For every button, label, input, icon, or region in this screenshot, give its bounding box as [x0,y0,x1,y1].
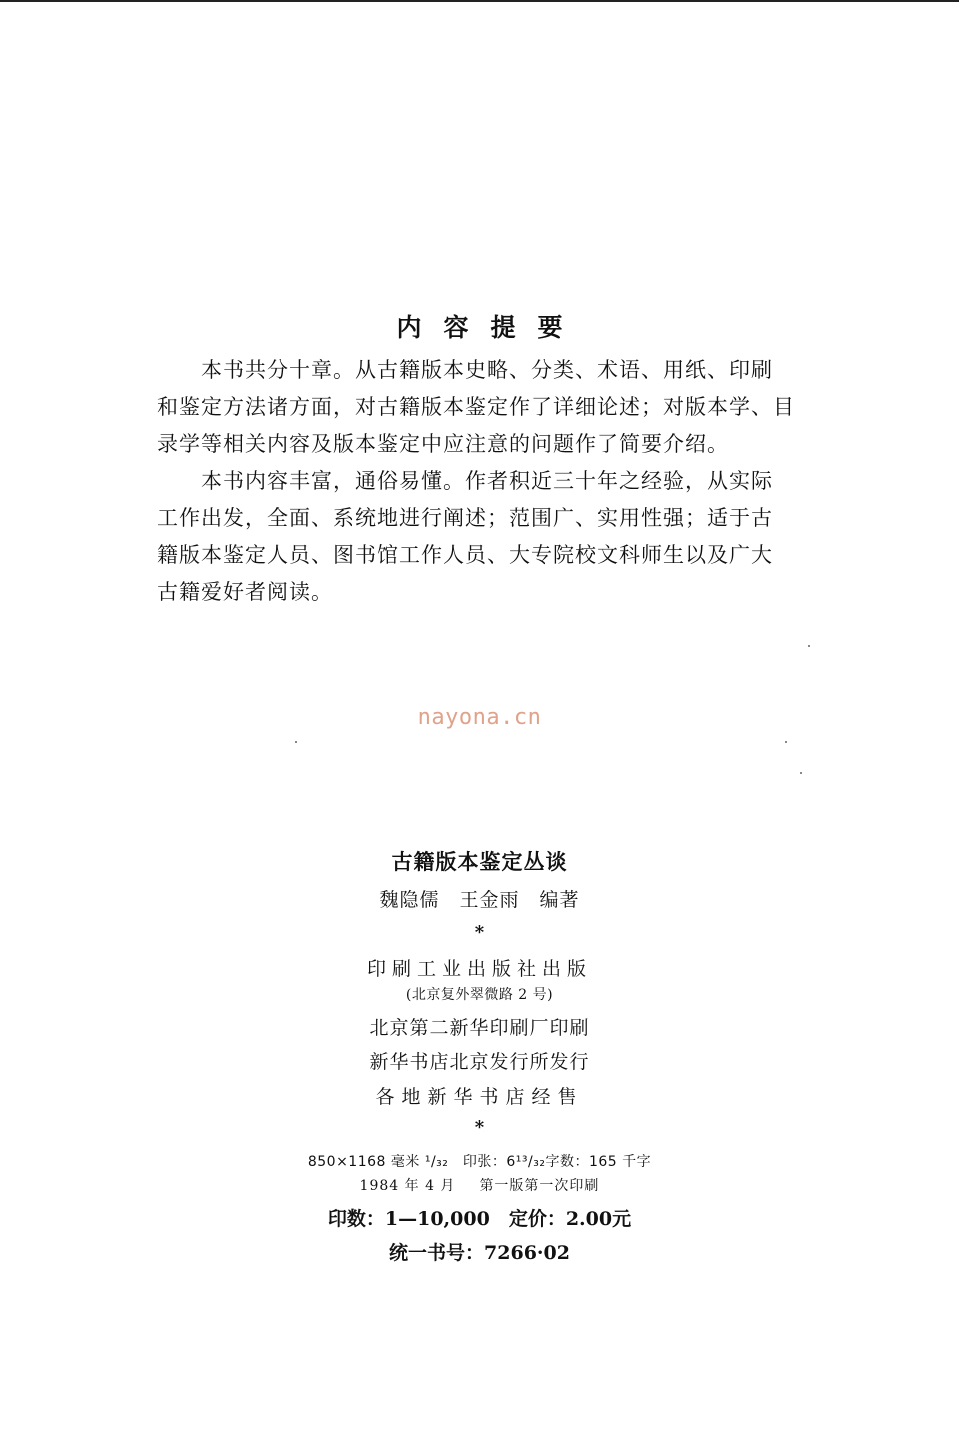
summary-heading: 内容提要 [396,313,585,342]
paragraph-line: 录学等相关内容及版本鉴定中应注意的问题作了简要介绍。 [157,432,729,456]
paragraph-line: 和鉴定方法诸方面，对古籍版本鉴定作了详细论述；对版本学、目 [157,395,795,419]
edition-info [0,1175,959,1195]
separator-asterisk: * [474,922,485,943]
scan-speck [295,741,297,743]
book-title: 古籍版本鉴定丛谈 [391,849,568,874]
summary-paragraph-2 [157,463,811,611]
scan-speck [785,741,787,743]
scan-speck [808,645,810,647]
page-top-edge [0,0,959,2]
distributor: 新华书店北京发行所发行 [369,1051,590,1073]
paragraph-line: 籍版本鉴定人员、图书馆工作人员、大专院校文科师生以及广大 [157,543,773,567]
scan-speck [800,772,802,774]
watermark: nayona.cn [417,705,542,730]
paragraph-line: 本书共分十章。从古籍版本史略、分类、术语、用纸、印刷 [157,358,773,382]
printer: 北京第二新华印刷厂印刷 [369,1017,590,1039]
seller: 各地新华书店经售 [375,1086,584,1108]
paragraph-line: 本书内容丰富，通俗易懂。作者积近三十年之经验，从实际 [157,469,773,493]
paragraph-line: 古籍爱好者阅读。 [157,580,333,604]
format-specs: 850×1168 毫米 ¹/₃₂ 印张：6¹³/₃₂字数：165 千字 [307,1154,652,1170]
publisher: 印刷工业出版社出版 [366,958,592,980]
summary-paragraph-1 [157,352,811,463]
paragraph-line: 工作出发，全面、系统地进行阐述；范围广、实用性强；适于古 [157,506,773,530]
print-run-and-price: 印数：1—10,000 定价：2.00元 [327,1208,632,1230]
authors: 魏隐儒 王金雨 编著 [379,889,580,911]
publisher-address: (北京复外翠微路 2 号) [405,987,554,1003]
unified-book-number: 统一书号：7266·02 [389,1242,570,1264]
edition-date: 1984 年 4 月 [359,1178,456,1194]
edition-note: 第一版第一次印刷 [479,1178,600,1194]
separator-asterisk: * [474,1117,485,1138]
